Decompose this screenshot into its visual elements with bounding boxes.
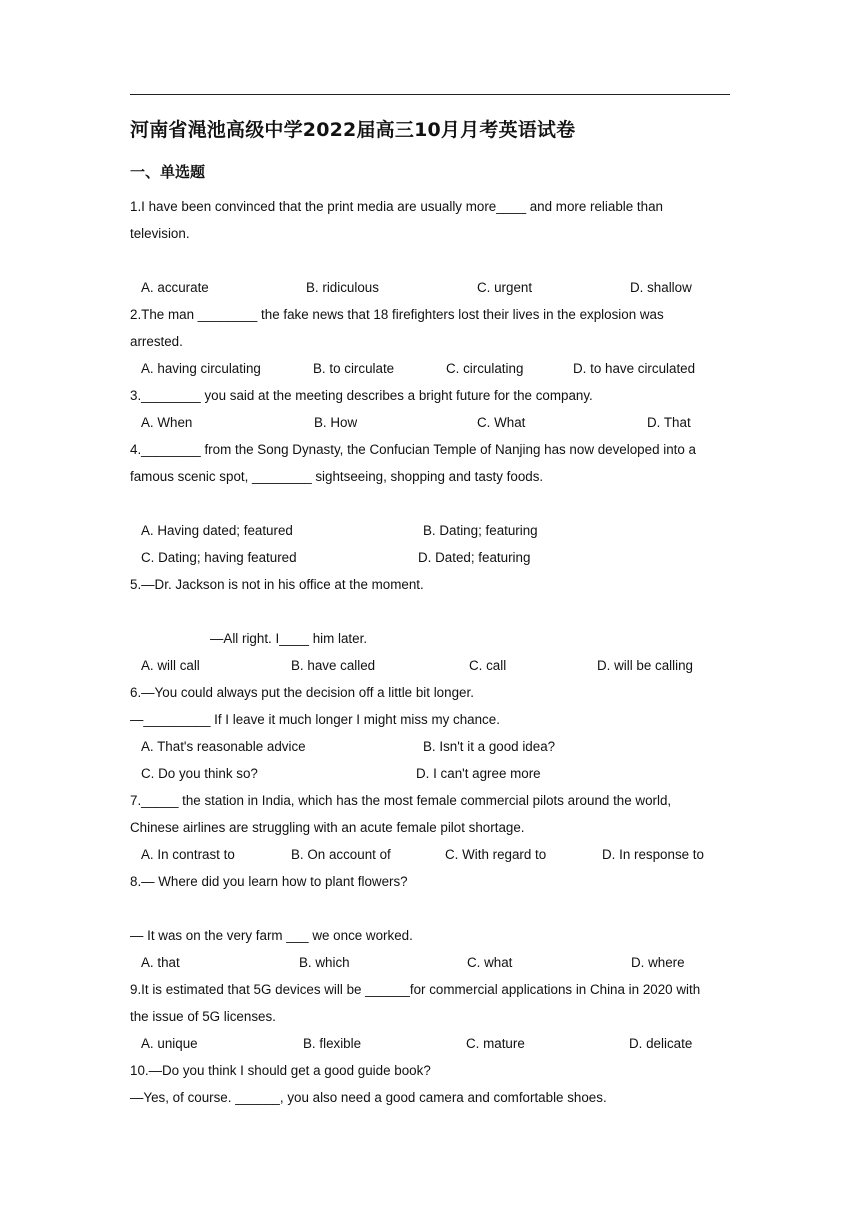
question-10-line-1: 10.—Do you think I should get a good guide book? xyxy=(130,1063,431,1078)
question-6-option-c: C. Do you think so? xyxy=(141,766,258,781)
question-8-option-b: B. which xyxy=(299,955,350,970)
question-2-option-b: B. to circulate xyxy=(313,361,395,376)
question-9-line-2: the issue of 5G licenses. xyxy=(130,1009,276,1024)
question-7-option-a: A. In contrast to xyxy=(141,847,235,862)
question-1-option-a: A. accurate xyxy=(141,280,209,295)
question-8-option-c: C. what xyxy=(467,955,513,970)
question-9-option-b: B. flexible xyxy=(303,1036,362,1051)
question-2-option-c: C. circulating xyxy=(446,361,524,376)
question-9-option-d: D. delicate xyxy=(629,1036,693,1051)
question-5-line-1: 5.—Dr. Jackson is not in his office at the moment. xyxy=(130,577,424,592)
question-1-line-1: 1.I have been convinced that the print media are usually more____ and more reliable than xyxy=(130,199,663,214)
question-4-line-2: famous scenic spot, ________ sightseeing, shopping and tasty foods. xyxy=(130,469,544,484)
question-9-option-c: C. mature xyxy=(466,1036,525,1051)
question-3-option-a: A. When xyxy=(141,415,193,430)
question-4-option-a: A. Having dated; featured xyxy=(141,523,293,538)
question-4-option-b: B. Dating; featuring xyxy=(423,523,538,538)
question-8-option-a: A. that xyxy=(141,955,180,970)
section-heading: 一、单选题 xyxy=(130,163,206,181)
question-7-line-1: 7._____ the station in India, which has the most female commercial pilots around the world, xyxy=(130,793,672,808)
question-6-option-b: B. Isn't it a good idea? xyxy=(423,739,556,754)
question-3-option-c: C. What xyxy=(477,415,526,430)
question-3-option-d: D. That xyxy=(647,415,691,430)
question-7-line-2: Chinese airlines are struggling with an acute female pilot shortage. xyxy=(130,820,525,835)
question-10-line-2: —Yes, of course. ______, you also need a good camera and comfortable shoes. xyxy=(130,1090,607,1105)
question-1-line-2: television. xyxy=(130,226,190,241)
question-1-option-b: B. ridiculous xyxy=(306,280,379,295)
question-5-option-b: B. have called xyxy=(291,658,376,673)
page-title: 河南省渑池高级中学2022届高三10月月考英语试卷 xyxy=(130,119,576,141)
question-6-option-d: D. I can't agree more xyxy=(416,766,541,781)
question-5-option-c: C. call xyxy=(469,658,507,673)
question-9-option-a: A. unique xyxy=(141,1036,198,1051)
question-1-option-d: D. shallow xyxy=(630,280,692,295)
question-2-line-1: 2.The man ________ the fake news that 18 firefighters lost their lives in the explosion was xyxy=(130,307,664,322)
question-2-line-2: arrested. xyxy=(130,334,183,349)
question-5-option-d: D. will be calling xyxy=(597,658,694,673)
question-3-option-b: B. How xyxy=(314,415,358,430)
question-1-option-c: C. urgent xyxy=(477,280,533,295)
question-4-option-c: C. Dating; having featured xyxy=(141,550,297,565)
question-2-option-a: A. having circulating xyxy=(141,361,261,376)
question-5-option-a: A. will call xyxy=(141,658,200,673)
question-8-line-2: — It was on the very farm ___ we once worked. xyxy=(130,928,413,943)
question-8-line-1: 8.— Where did you learn how to plant flowers? xyxy=(130,874,408,889)
question-9-line-1: 9.It is estimated that 5G devices will be ______for commercial applications in China in 2020 with xyxy=(130,982,701,997)
question-5-line-2: —All right. I____ him later. xyxy=(210,631,368,646)
question-6-option-a: A. That's reasonable advice xyxy=(141,739,306,754)
question-6-line-1: 6.—You could always put the decision off a little bit longer. xyxy=(130,685,474,700)
question-4-line-1: 4.________ from the Song Dynasty, the Confucian Temple of Nanjing has now developed into a xyxy=(130,442,697,457)
question-7-option-d: D. In response to xyxy=(602,847,704,862)
question-2-option-d: D. to have circulated xyxy=(573,361,696,376)
question-3-line-1: 3.________ you said at the meeting describes a bright future for the company. xyxy=(130,388,593,403)
question-7-option-b: B. On account of xyxy=(291,847,391,862)
header-rule xyxy=(130,94,730,95)
question-4-option-d: D. Dated; featuring xyxy=(418,550,531,565)
question-7-option-c: C. With regard to xyxy=(445,847,547,862)
question-8-option-d: D. where xyxy=(631,955,685,970)
question-6-line-2: —_________ If I leave it much longer I might miss my chance. xyxy=(130,712,500,727)
